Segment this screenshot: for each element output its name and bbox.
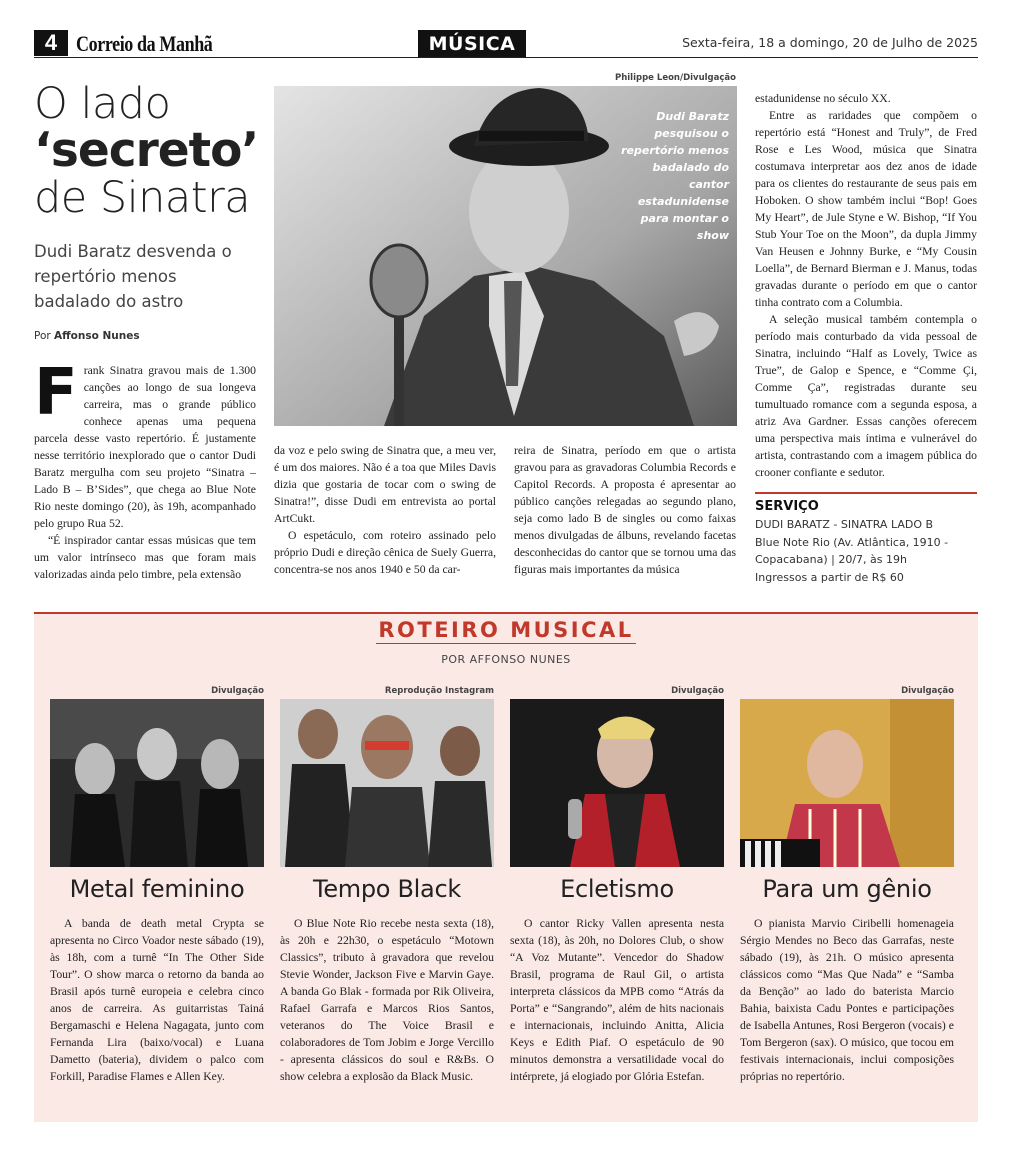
service-title: SERVIÇO — [755, 499, 819, 514]
card-photo-credit: Divulgação — [671, 686, 724, 696]
roteiro-title-wrap — [34, 618, 978, 644]
card-title: Tempo Black — [313, 875, 461, 903]
newspaper-logo: Correio da Manhã — [76, 31, 213, 56]
card-title: Para um gênio — [762, 875, 932, 903]
pianist-photo — [740, 699, 954, 867]
photo-caption: Dudi Baratz pesquisou o repertório menos badalado do cantor estadunidense para montar o show — [621, 110, 729, 242]
pianist-illustration — [740, 699, 954, 867]
page-number: 4 — [34, 30, 68, 56]
paragraph: da voz e pelo swing de Sinatra que, a meu ver, é um dos maiores. Não é a toa que Miles Davis dizia que gostaria de tocar com o swing de Sinatra!”, disse Dudi em entrevista ao portal ArtCukt. — [274, 444, 496, 525]
article-byline — [34, 330, 140, 342]
roteiro-musical-section — [34, 612, 978, 1122]
paragraph: O espetáculo, com roteiro assinado pelo próprio Dudi e direção cênica de Suely Guerra, concentra-se nos anos 1940 e 50 da car- — [274, 529, 496, 576]
card-title: Metal feminino — [69, 875, 245, 903]
card-text: A banda de death metal Crypta se apresenta no Circo Voador neste sábado (19), às 18h, com a turnê “In The Other Side Tour”. O show marca o retorno da banda ao Brasil após turnê europeia e celebra cinco anos de carreira. As guitarristas Tainá Bergamaschi e Helena Nagagata, junto com Fernanda Lira (baixo/vocal) e Luana Dametto (bateria), dividem o palco com Forkill, Paradise Flames e Allen Key. — [50, 917, 264, 1083]
paragraph: Entre as raridades que compõem o repertório está “Honest and Truly”, de Fred Rose e Les Wood, música que Sinatra costumava interpretar aos dez anos de idade para os clientes do restaurante de seus pais em Hoboken. O show também inclui “Bop! Goes My Heart”, de Jule Styne e W. Bishop, “If You Stub Your Toe on the Moon”, da dupla Jimmy Van Heusen e Johnny Burke, e “My Cousin Loella”, de Bernard Bierman e J. Manus, todas gravadas durante o período em que o cantor tinha contrato com a Columbia. — [755, 109, 977, 309]
card-text: O Blue Note Rio recebe nesta sexta (18), às 20h e 22h30, o espetáculo “Motown Classics”, tributo à gravadora que revelou Stevie Wonder, Jackson Five e Marvin Gaye. A banda Go Blak - formada por Rik Oliveira, Rafael Garrafa e Marcos Rios Santos, veteranos do The Voice Brasil e colaboradores de Tom Jobim e Jorge Vercillo - apresenta clássicos do soul e R&Bs. O show celebra a explosão da Black Music. — [280, 917, 494, 1083]
article-column-1 — [34, 356, 256, 583]
card-photo-credit: Divulgação — [211, 686, 264, 696]
card-photo-credit: Divulgação — [901, 686, 954, 696]
drop-cap: F — [34, 356, 78, 430]
headline-line: O lado — [34, 79, 171, 129]
paragraph: reira de Sinatra, período em que o artista gravou para as gravadoras Columbia Records e Capitol Records. A proposta é apresentar ao público canções relegadas ao segundo plano, seja como lado B de singles ou como faixas menos divulgadas de álbuns, revelando facetas desconhecidas do cantor que se tornou uma das figuras mais importantes da música — [514, 444, 736, 576]
singer-photo — [510, 699, 724, 867]
paragraph: estadunidense no século XX. — [755, 92, 891, 105]
event-card-tempo-black — [280, 686, 494, 1085]
headline-line: ‘secreto’ — [34, 123, 259, 178]
card-title: Ecletismo — [560, 875, 674, 903]
band-illustration — [280, 699, 494, 867]
band-photo — [50, 699, 264, 867]
section-label: MÚSICA — [418, 30, 526, 57]
service-event: DUDI BARATZ - SINATRA LADO B — [755, 518, 934, 531]
issue-date: Sexta-feira, 18 a domingo, 20 de Julho de 2025 — [682, 35, 978, 50]
headline-line: de Sinatra — [34, 173, 251, 223]
paragraph: rank Sinatra gravou mais de 1.300 canções ao longo de sua longeva carreira, mas o grande público conhece apenas uma pequena parcela desse vasto repertório. É justamente nesse território inexplorado que o cantor Dudi Baratz mergulha com seu projeto “Sinatra – Lado B – B’Sides”, que chega ao Blue Note Rio neste domingo (20), às 19h, acompanhado pelo grupo Rua 52. — [34, 364, 256, 530]
service-price: Ingressos a partir de R$ 60 — [755, 570, 904, 584]
byline-prefix: Por — [34, 330, 51, 342]
article-column-2 — [274, 442, 496, 578]
article-column-4 — [755, 90, 977, 481]
roteiro-byline: POR AFFONSO NUNES — [441, 653, 571, 666]
card-text: O cantor Ricky Vallen apresenta nesta sexta (18), às 20h, no Dolores Club, o show “A Voz Mutante”. Vencedor do Shadow Brasil, programa de Raul Gil, o artista interpreta clássicos da MPB como “Atrás da Porta” e “Sangrando”, além de hits nacionais e internacionais, incluindo Anitta, Alicia Keys e Edith Piaf. O espetáculo de 90 minutos demonstra a versatilidade vocal do intérprete, já elogiado por Glória Estefan. — [510, 917, 724, 1083]
roteiro-title: ROTEIRO MUSICAL — [378, 618, 634, 642]
event-card-para-um-genio — [740, 686, 954, 1085]
photo-credit: Philippe Leon/Divulgação — [614, 73, 736, 83]
band-photo — [280, 699, 494, 867]
paragraph: A seleção musical também contempla o período mais conturbado da vida pessoal de Sinatra, incluindo “Half as Lovely, Twice as True”, de Galop e Spence, e “Comme Çi, Comme Ça”, registradas durante seu tumultuado romance com a segunda esposa, a atriz Ava Gardner. Essas canções oferecem uma perspectiva mais íntima e vulnerável do artista, contrastando com a imagem pública do crooner confiante e sedutor. — [755, 313, 977, 479]
article-subhead: Dudi Baratz desvenda o repertório menos badalado do astro — [34, 242, 232, 311]
page-header — [34, 30, 978, 58]
paragraph: “É inspirador cantar essas músicas que tem um valor intrínseco mas que foram mais valorizadas ainda pelo timbre, pela extensão — [34, 534, 256, 581]
singer-photo — [274, 86, 737, 426]
service-box — [755, 492, 977, 586]
card-text: O pianista Marvio Ciribelli homenageia Sérgio Mendes no Beco das Garrafas, neste sábado (19), às 21h. O músico apresenta clássicos como “Mas Que Nada” e “Samba da Benção” ao lado do baterista Marcio Bahia, baixista Cadu Pontes e participações de Isabella Antunes, Rosi Bergeron (vocais) e Tom Bergeron (sax). O músico, que tocou em festivais internacionais, inclui composições próprias no repertório. — [740, 917, 954, 1083]
service-venue: Blue Note Rio (Av. Atlântica, 1910 - Copacabana) | 20/7, às 19h — [755, 535, 949, 566]
band-illustration — [50, 699, 264, 867]
event-card-ecletismo — [510, 686, 724, 1085]
card-photo-credit: Reprodução Instagram — [384, 686, 494, 696]
article-headline — [34, 79, 274, 223]
article-column-3 — [514, 442, 736, 578]
singer-illustration — [510, 699, 724, 867]
event-card-metal-feminino — [50, 686, 264, 1085]
byline-author: Affonso Nunes — [54, 330, 140, 342]
